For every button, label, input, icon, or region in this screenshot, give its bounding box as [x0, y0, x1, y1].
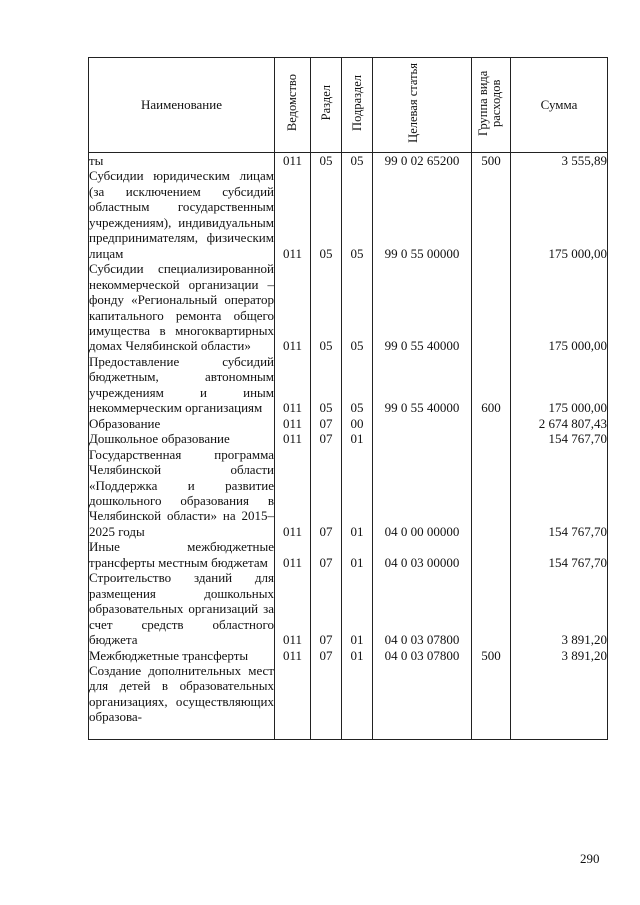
table-row	[89, 354, 608, 416]
row-razdel-cell: 07	[311, 416, 342, 431]
row-name-cell: Создание дополнительных мест для детей в образовательных организациях, осуществляющих образова-	[89, 663, 275, 740]
header-podrazdel: Подраздел	[342, 58, 373, 153]
row-gruppa-cell	[472, 570, 511, 647]
table-row	[89, 539, 608, 570]
header-gruppa-vida-rashodov: Группа вида расходов	[472, 58, 511, 153]
row-gruppa-cell	[472, 416, 511, 431]
row-vedomstvo-cell: 011	[275, 168, 311, 261]
table-row	[89, 153, 608, 169]
table-row	[89, 431, 608, 446]
row-razdel-cell: 07	[311, 539, 342, 570]
row-celevaya-statya-cell: 04 0 00 00000	[373, 447, 472, 540]
header-name: Наименование	[89, 58, 275, 153]
budget-table	[88, 57, 608, 740]
row-name-cell: Межбюджетные трансферты	[89, 648, 275, 663]
row-podrazdel-cell: 01	[342, 447, 373, 540]
row-celevaya-statya-cell: 99 0 02 65200	[373, 153, 472, 169]
row-name-cell: Предоставление субсидий бюджетным, автономным учреждениям и иным некоммерческим организациям	[89, 353, 274, 416]
row-summa-cell: 3 555,89	[511, 153, 608, 169]
table-row	[89, 570, 608, 647]
table-header-row	[89, 58, 608, 153]
row-name-cell: Субсидии юридическим лицам (за исключением субсидий областным государственным учреждениям), индивидуальным предпринимателям, физическим лицам	[89, 168, 274, 261]
row-summa-cell: 175 000,00	[511, 354, 608, 416]
row-name-cell: Государственная программа Челябинской области «Поддержка и развитие дошкольного образования в Челябинской области» на 2015–2025 годы	[89, 446, 274, 539]
row-celevaya-statya-cell: 99 0 55 40000	[373, 261, 472, 354]
row-podrazdel-cell: 01	[342, 648, 373, 663]
row-name-cell: Образование	[89, 416, 275, 431]
row-celevaya-statya-cell: 04 0 03 07800	[373, 570, 472, 647]
header-vedomstvo: Ведомство	[275, 58, 311, 153]
row-podrazdel-cell	[342, 663, 373, 740]
row-gruppa-cell	[472, 431, 511, 446]
row-podrazdel-cell: 05	[342, 261, 373, 354]
row-razdel-cell: 05	[311, 168, 342, 261]
row-summa-cell: 3 891,20	[511, 648, 608, 663]
row-razdel-cell: 07	[311, 447, 342, 540]
table-row	[89, 261, 608, 354]
header-summa: Сумма	[511, 58, 608, 153]
row-celevaya-statya-cell: 99 0 55 40000	[373, 354, 472, 416]
table-row	[89, 168, 608, 261]
row-gruppa-cell	[472, 168, 511, 261]
row-vedomstvo-cell: 011	[275, 354, 311, 416]
row-celevaya-statya-cell: 04 0 03 07800	[373, 648, 472, 663]
table-row	[89, 663, 608, 740]
row-razdel-cell: 07	[311, 431, 342, 446]
row-vedomstvo-cell: 011	[275, 153, 311, 169]
row-summa-cell: 154 767,70	[511, 539, 608, 570]
table-row	[89, 648, 608, 663]
row-summa-cell: 175 000,00	[511, 261, 608, 354]
row-summa-cell: 154 767,70	[511, 431, 608, 446]
row-summa-cell: 154 767,70	[511, 447, 608, 540]
row-gruppa-cell: 500	[472, 648, 511, 663]
row-name-cell: Строительство зданий для размещения дошкольных образовательных организаций за счет средств областного бюджета	[89, 570, 274, 648]
row-razdel-cell: 05	[311, 153, 342, 169]
row-podrazdel-cell: 05	[342, 354, 373, 416]
row-podrazdel-cell: 01	[342, 539, 373, 570]
row-razdel-cell: 05	[311, 261, 342, 354]
row-podrazdel-cell: 05	[342, 168, 373, 261]
row-name-cell: ты	[89, 153, 275, 169]
row-vedomstvo-cell: 011	[275, 416, 311, 431]
row-gruppa-cell: 600	[472, 354, 511, 416]
row-vedomstvo-cell	[275, 663, 311, 740]
row-razdel-cell	[311, 663, 342, 740]
table-row	[89, 416, 608, 431]
row-name-cell: Субсидии специализированной некоммерческой организации – фонду «Региональный оператор капитального ремонта общего имущества в многоквартирных домах Челябинской области»	[89, 261, 274, 354]
row-razdel-cell: 07	[311, 570, 342, 647]
row-vedomstvo-cell: 011	[275, 648, 311, 663]
header-razdel: Раздел	[311, 58, 342, 153]
table-row	[89, 447, 608, 540]
header-celevaya-statya: Целевая статья	[373, 58, 472, 153]
row-celevaya-statya-cell	[373, 416, 472, 431]
row-summa-cell: 3 891,20	[511, 570, 608, 647]
row-name-cell: Иные межбюджетные трансферты местным бюджетам	[89, 539, 274, 570]
row-celevaya-statya-cell	[373, 663, 472, 740]
row-podrazdel-cell: 00	[342, 416, 373, 431]
row-gruppa-cell	[472, 261, 511, 354]
row-gruppa-cell	[472, 539, 511, 570]
row-celevaya-statya-cell	[373, 431, 472, 446]
row-razdel-cell: 07	[311, 648, 342, 663]
row-vedomstvo-cell: 011	[275, 261, 311, 354]
row-gruppa-cell: 500	[472, 153, 511, 169]
row-podrazdel-cell: 01	[342, 431, 373, 446]
row-celevaya-statya-cell: 99 0 55 00000	[373, 168, 472, 261]
page-number: 290	[580, 851, 600, 866]
row-vedomstvo-cell: 011	[275, 447, 311, 540]
row-gruppa-cell	[472, 663, 511, 740]
row-podrazdel-cell: 05	[342, 153, 373, 169]
row-vedomstvo-cell: 011	[275, 539, 311, 570]
row-celevaya-statya-cell: 04 0 03 00000	[373, 539, 472, 570]
row-name-cell: Дошкольное образование	[89, 431, 275, 446]
row-summa-cell	[511, 663, 608, 740]
row-gruppa-cell	[472, 447, 511, 540]
row-summa-cell: 2 674 807,43	[511, 416, 608, 431]
row-summa-cell: 175 000,00	[511, 168, 608, 261]
row-vedomstvo-cell: 011	[275, 431, 311, 446]
row-podrazdel-cell: 01	[342, 570, 373, 647]
row-razdel-cell: 05	[311, 354, 342, 416]
row-vedomstvo-cell: 011	[275, 570, 311, 647]
